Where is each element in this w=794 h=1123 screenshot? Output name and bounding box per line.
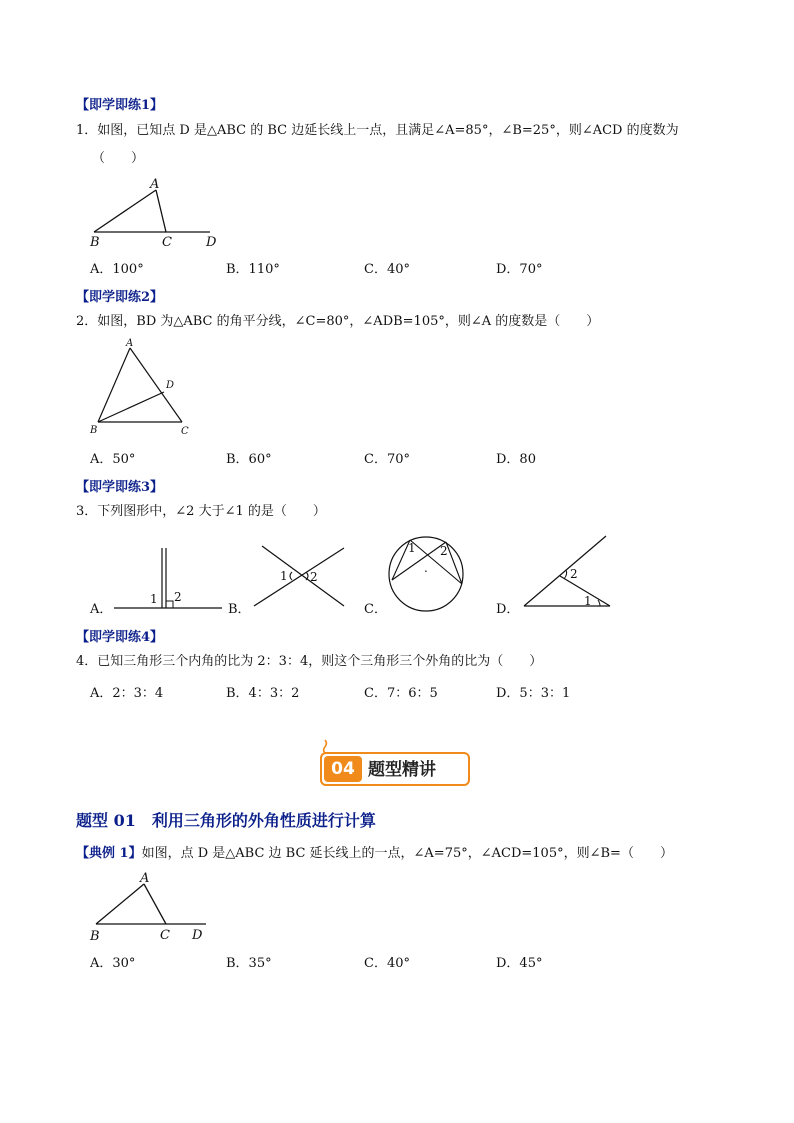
label-2: 2 [310,570,318,584]
practice-1-option-d: D．70° [496,262,543,277]
practice-1-question: 1．如图，已知点 D 是△ABC 的 BC 边延长线上一点，且满足∠A=85°，∠B=25°，则∠ACD 的度数为 [76,123,679,138]
line-ac [156,190,166,232]
label-1: 1 [150,592,158,606]
label-c: C [160,928,170,943]
practice-1-option-a: A．100° [90,262,144,277]
label-d: D [206,235,217,250]
label-a: A [140,871,150,886]
section-badge [320,752,472,788]
badge-frame [320,752,470,786]
label-c: C [181,426,189,437]
label-1: 1 [280,569,288,583]
practice-3-figure-c [386,534,466,614]
practice-1-option-b: B．110° [226,262,280,277]
practice-2-figure [86,336,196,440]
practice-2-option-b: B．60° [226,452,272,467]
center-dot: . [424,561,428,575]
label-c: C [162,235,172,250]
label-b: B [90,425,98,436]
practice-4-question: 4．已知三角形三个内角的比为 2：3：4，则这个三角形三个外角的比为（ ） [76,654,543,669]
line-1 [254,548,344,606]
example-1-option-a: A．30° [90,956,136,971]
practice-3-figure-d [520,534,612,608]
example-1-question [76,845,673,863]
practice-3-option-c: C． [364,602,387,617]
label-1: 1 [408,541,416,555]
practice-4-option-a: A．2：3：4 [90,686,164,701]
label-2: 2 [570,567,578,581]
practice-4-option-b: B．4：3：2 [226,686,300,701]
practice-1-header: 【即学即练1】 [76,98,164,113]
practice-3-option-b: B． [228,602,251,617]
section-title: 题型 01 利用三角形的外角性质进行计算 [76,811,376,830]
practice-2-header: 【即学即练2】 [76,290,164,305]
label-2: 2 [174,590,182,604]
line-ac [130,348,182,422]
line-bd [98,392,164,422]
label-a: A [126,338,134,349]
label-2: 2 [440,544,448,558]
label-b: B [90,929,100,944]
practice-4-option-c: C．7：6：5 [364,686,438,701]
label-1: 1 [584,594,592,608]
practice-4-option-d: D．5：3：1 [496,686,571,701]
practice-2-question: 2．如图，BD 为△ABC 的角平分线，∠C=80°，∠ADB=105°，则∠A 的度数是（ ） [76,314,600,329]
right-angle-mark [166,601,173,608]
line-ac [144,884,166,924]
angle-arc-1 [290,572,292,580]
practice-1-option-c: C．40° [364,262,410,277]
example-1-question-text: 如图，点 D 是△ABC 边 BC 延长线上的一点，∠A=75°，∠ACD=105°，则∠B=（ ） [141,846,673,861]
practice-1-figure [86,174,226,250]
angle-arc-1 [598,600,600,606]
practice-3-header: 【即学即练3】 [76,480,164,495]
practice-2-option-c: C．70° [364,452,410,467]
practice-3-question: 3．下列图形中，∠2 大于∠1 的是（ ） [76,504,326,519]
badge-number: 04 [324,756,362,782]
practice-2-option-d: D．80 [496,452,536,467]
practice-4-header: 【即学即练4】 [76,630,164,645]
example-1-header: 【典例 1】 [76,846,142,861]
example-1-option-b: B．35° [226,956,272,971]
example-1-option-d: D．45° [496,956,543,971]
line-ab [96,884,144,924]
line-ab [94,190,156,232]
line-2 [262,546,344,606]
example-1-option-c: C．40° [364,956,410,971]
practice-1-question-paren: （ ） [92,151,145,166]
badge-text: 题型精讲 [368,760,436,780]
practice-2-option-a: A．50° [90,452,136,467]
practice-3-option-d: D． [496,602,520,617]
practice-3-option-a: A． [90,602,113,617]
practice-3-figure-a [112,544,224,610]
practice-3-figure-b [252,544,348,608]
example-1-figure [86,868,216,944]
label-b: B [90,235,100,250]
line-ab [98,348,130,422]
label-d: D [192,928,203,943]
label-a: A [150,177,160,192]
upper-line [524,536,606,606]
label-d: D [166,380,175,391]
